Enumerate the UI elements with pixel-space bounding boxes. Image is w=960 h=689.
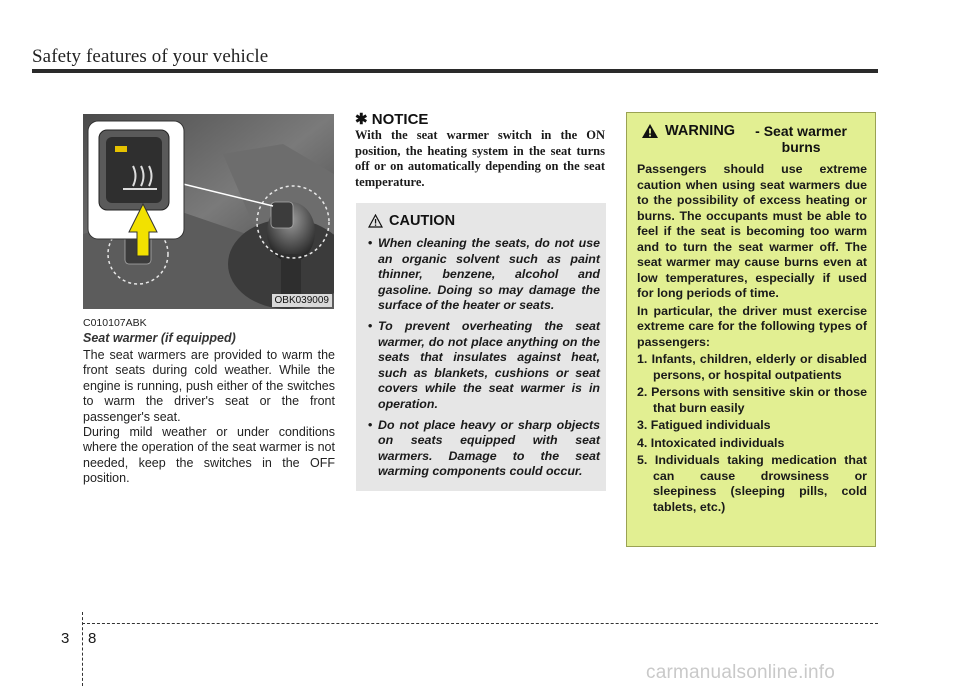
notice-text: With the seat warmer switch in the ON position, the heating system in the seat turns off or on automatically depending on the seat temperature.: [355, 128, 605, 189]
warning-item: 1. Infants, children, elderly or disabled persons, or hospital outpatients: [637, 352, 867, 382]
section-code: C010107ABK: [83, 317, 147, 329]
page-header-title: Safety features of your vehicle: [32, 46, 269, 67]
warning-paragraph-1: Passengers should use extreme caution when using seat warmers due to the possibility of excess heating or burns. The occupants must be able to feel if the seat is becoming too warm and to turn the seat warmer off. The seat warmer may cause burns even at low temperatures, especially if used for long periods of time.: [637, 162, 867, 300]
section-paragraph-2: During mild weather or under conditions where the operation of the seat warmer is not needed, keep the switches in the OFF position.: [83, 425, 335, 486]
page-number: 8: [88, 630, 97, 647]
chapter-number: 3: [61, 630, 70, 647]
caution-item: • Do not place heavy or sharp objects on seats equipped with seat warmers. Damage to the seat warming components could occur.: [364, 418, 600, 480]
caution-header: [368, 213, 455, 229]
caution-item: • To prevent overheating the seat warmer, do not place anything on the seats that insulates against heat, such as blankets, cushions or seat covers while the seat warmer is in operation.: [364, 319, 600, 413]
warning-item: 4. Intoxicated individuals: [637, 435, 785, 450]
notice-title: ✱ NOTICE: [355, 111, 429, 128]
warning-title: WARNING: [665, 123, 736, 139]
warning-item: 3. Fatigued individuals: [637, 418, 771, 432]
caution-triangle-icon: [368, 214, 383, 228]
caution-title: CAUTION: [389, 213, 456, 229]
section-heading: Seat warmer (if equipped): [83, 331, 236, 345]
footer-rule: [82, 623, 878, 624]
watermark: carmanualsonline.info: [646, 662, 836, 683]
section-paragraph-1: The seat warmers are provided to warm the front seats during cold weather. While the engine is running, push either of the switches to warm the driver's seat or the front passenger's seat.: [83, 348, 335, 424]
warning-triangle-icon: [641, 123, 659, 139]
warning-box: [626, 112, 876, 547]
footer-divider: [82, 612, 83, 686]
warning-item: 2. Persons with sensitive skin or those that burn easily: [637, 385, 867, 415]
warning-list: [637, 352, 867, 515]
caution-list: [364, 236, 600, 485]
header-rule: [32, 69, 878, 73]
figure-code: OBK039009: [272, 294, 333, 307]
warning-item: 5. Individuals taking medication that can cause drowsiness or sleepiness (sleeping pills, cold tablets, etc.): [637, 453, 867, 514]
seat-warmer-illustration: [83, 114, 334, 309]
caution-box: [356, 203, 606, 491]
warning-paragraph-2: In particular, the driver must exercise extreme care for the following types of passengers:: [637, 303, 867, 349]
warning-body: [637, 162, 867, 517]
warning-subject: - Seat warmer burns: [755, 123, 847, 155]
warning-header: [641, 123, 861, 155]
seat-warmer-photo: [83, 114, 334, 309]
caution-item: • When cleaning the seats, do not use an organic solvent such as paint thinner, benzene, alcohol and gasoline. Doing so may damage the surface of the heater or seats.: [364, 236, 600, 314]
